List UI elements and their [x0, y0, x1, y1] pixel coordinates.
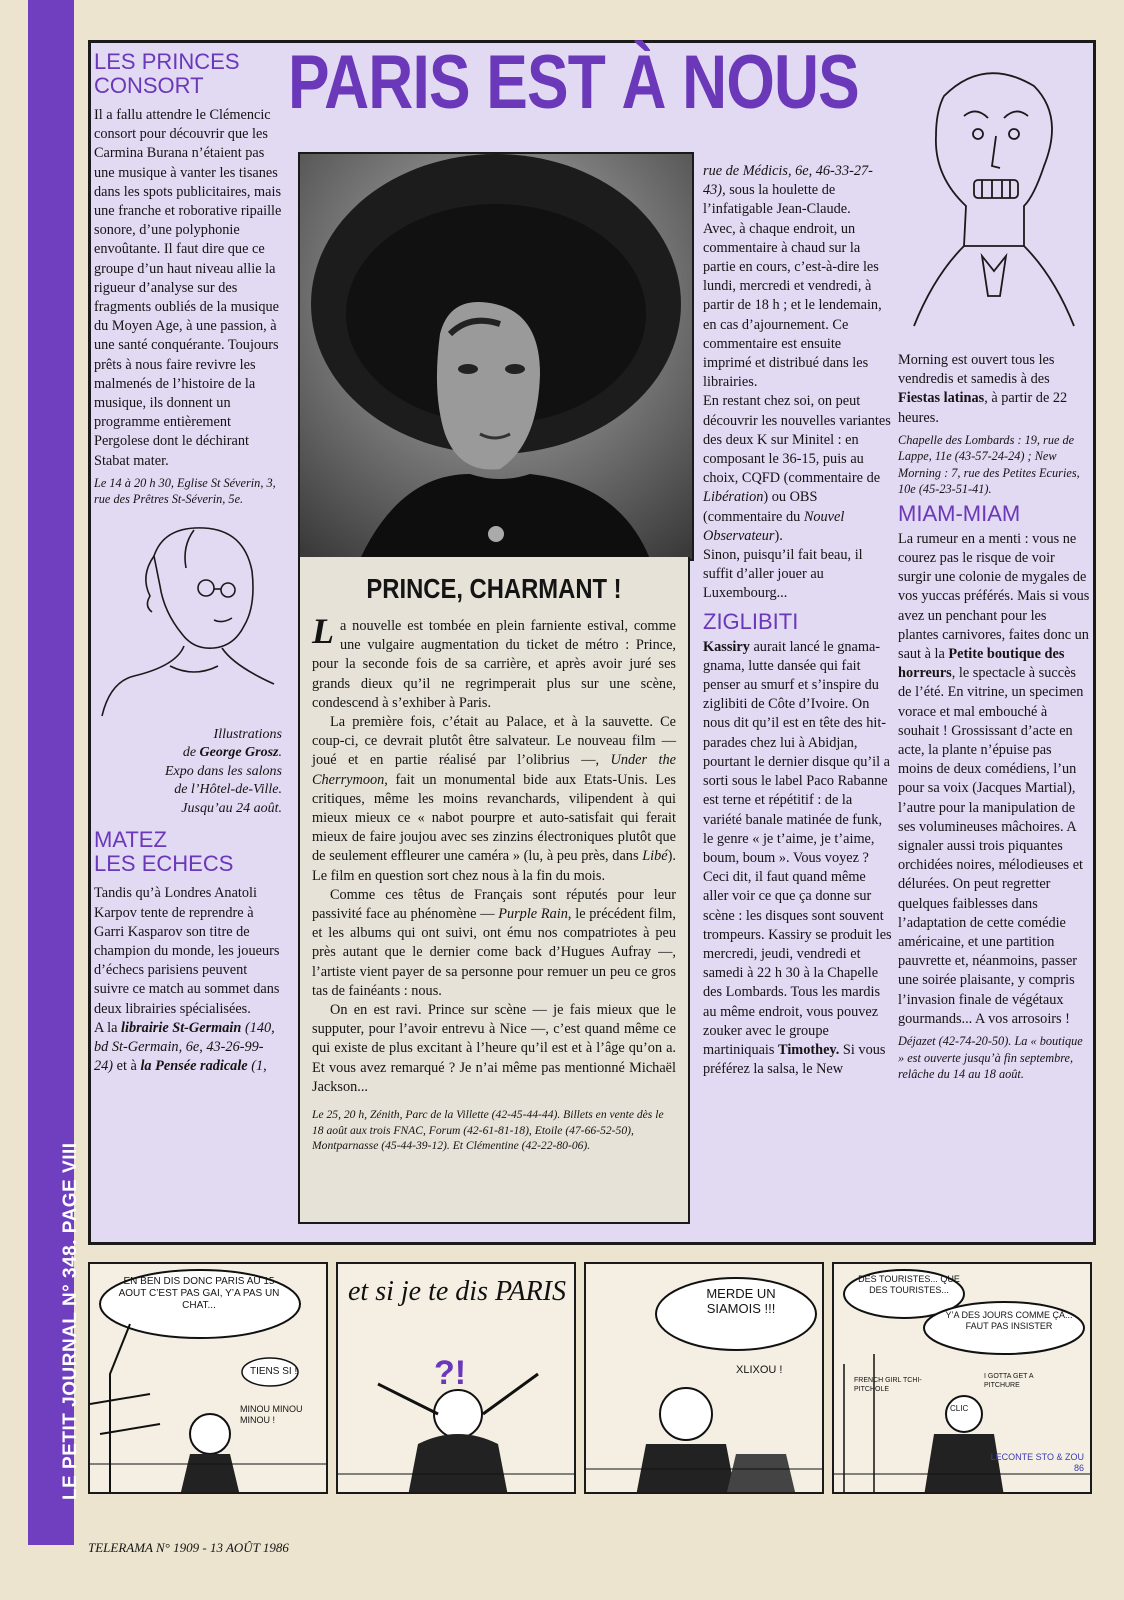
text-run: Comme ces têtus de Français sont réputés pour leur passivité face au phénomène — — [312, 886, 676, 923]
text-run: aurait lancé le gnama-gnama, lutte dansée qui fait penser au smurf et s’inspire du ziglibiti de Côte d’Ivoire. On nous dit qu’il est en tête des hit-parades chez lui à Abidjan, pourtant le dernier disque qu’il a sorti sous le label Paco Rabanne est terne et répétitif : de la variété banale matinée de funk, le genre « je t’aime, je t’aime, boum, boum ». Vous voyez ? Ceci dit, il faut quand même aller voir ce que ça donne sur scène : les disques sont souvent trompeurs. Kassiry se produit les mercredi, jeudi, vendredi et samedi à 22 h 30 à la Chapelle des Lombards. Tous les mardis au même endroit, vous pouvez zouker avec le groupe martiniquais — [703, 638, 892, 1058]
bookshop-info: (140, bd St-Germain, 6e, 43-26-99-24) — [94, 1019, 275, 1075]
echecs-continued — [703, 162, 893, 220]
speech-bubble: CLIC — [950, 1404, 969, 1413]
portrait-photo-icon — [300, 154, 692, 559]
text-run: En restant chez soi, on peut découvrir les nouvelles variantes des deux K sur Minitel : en composant le 36-15, puis au choix, CQFD (commentaire de — [703, 393, 891, 487]
section-title-echecs — [94, 828, 282, 876]
comic-lettering: et si je te dis PARIS — [348, 1276, 566, 1307]
speech-bubble: MERDE UN SIAMOIS !!! — [706, 1286, 776, 1316]
caption-line: Expo dans les salons — [164, 763, 282, 779]
section-title-line: LES ECHECS — [94, 851, 234, 877]
speech-bubble: I GOTTA GET A PITCHURE — [984, 1373, 1034, 1389]
section-title-line: MATEZ — [94, 827, 167, 853]
illustration-caption — [94, 726, 282, 819]
artist-name: Kassiry — [703, 638, 750, 655]
comic-panel-3 — [584, 1262, 824, 1494]
speech-bubble: FRENCH GIRL TCHI-PITCHOLE — [854, 1377, 922, 1393]
section-title-ziglibiti: ZIGLIBITI — [703, 608, 799, 634]
newspaper-title: Libération — [703, 489, 764, 506]
speech-bubble: DES TOURISTES... QUE DES TOURISTES... — [858, 1274, 960, 1295]
text-run: , sous la houlette de l’infatigable Jean-Claude. — [703, 182, 851, 218]
artist-name: George Grosz — [199, 745, 279, 761]
section-title-line: LES PRINCES — [94, 49, 240, 74]
section-title-miam-miam: MIAM-MIAM — [898, 500, 1021, 526]
comic-strip — [88, 1262, 1096, 1500]
prince-paragraph: On en est ravi. Prince sur scène — je fais mieux que le supputer, pour l’avoir entrevu à Nice —, c’est quand même ce qui existe de plus excitant à l’heure qu’il est et à l’âge qu’on a. Et vous avez remarqué ? Je n’ai même pas mentionné Michaël Jackson... — [312, 1002, 676, 1095]
ziglibiti-text — [703, 638, 893, 1080]
side-running-title: LE PETIT JOURNAL N° 348. PAGE VIII — [60, 1142, 81, 1500]
text-run: , le spectacle à succès de l’été. En vitrine, un specimen vorace et mal embouché à souhait ! Grossissant d’acte en acte, la plante n’épuise pas moins de deux comédiens, l’un pour sa voix (Jacques Martial), l’autre pour la manipulation de ses volumineuses mâchoires. A signaler aussi trois piquantes orchidées noires, mélodieuses et délurées. On peut regretter quelques faiblesses dans l’adaptation de cette comédie américaine, et une partition pauvrette et, néanmoins, passer une soirée plaisante, y compris l’invasion finale de végétaux gourmands... A vos arrosoirs ! — [898, 665, 1084, 1027]
text-run: , fait un monumental bide aux Etats-Unis. Les critiques, même les moins revanchards, vilipendent à qui mieux mieux ce « nabot pourpre et auto-satisfait qui ferait mieux de faire joujou avec ses zinzins électroniques plutôt que de seulement effleurer une caméra » (lu, à peu près, dans — [312, 771, 676, 865]
comic-panel-2 — [336, 1262, 576, 1494]
fiestas-info: Chapelle des Lombards : 19, rue de Lappe, 11e (43-57-24-24) ; New Morning : 7, rue des Petites Ecuries, 10e (45-23-51-41). — [898, 432, 1080, 497]
text-run: ). — [774, 527, 783, 544]
film-title: Purple Rain — [498, 906, 568, 923]
event-name: Fiestas latinas — [898, 390, 985, 407]
page-footer: TELERAMA N° 1909 - 13 AOÛT 1986 — [88, 1540, 289, 1555]
section-title-princes-consort — [94, 50, 282, 98]
speech-bubble: Y’A DES JOURS COMME ÇA... FAUT PAS INSISTER — [945, 1310, 1073, 1331]
echecs-continued: Sinon, puisqu’il fait beau, il suffit d’aller jouer au Luxembourg... — [703, 547, 863, 602]
text-run: ) ou OBS (commentaire du — [703, 489, 818, 525]
grosz-illustration — [94, 516, 282, 726]
speech-bubble: EN BEN DIS DONC PARIS AU 15 AOUT C’EST PAS GAI, Y’A PAS UN CHAT... — [118, 1276, 280, 1311]
text-run: La première fois, c’était au Palace, et à la sauvette. Ce coup-ci, ce devrait plutôt être salvateur. Le nouveau film — joué et en partie réalisé par l’olibrius —, — [312, 714, 676, 769]
prince-article-title: PRINCE, CHARMANT ! — [366, 573, 622, 604]
prince-paragraph — [312, 886, 676, 1001]
echecs-text-2 — [94, 1019, 282, 1077]
prince-photo — [298, 152, 694, 561]
comic-exclamation: ?! — [434, 1354, 467, 1392]
princes-consort-info: Le 14 à 20 h 30, Eglise St Séverin, 3, rue des Prêtres St-Séverin, 5e. — [94, 475, 276, 507]
group-name: Timothey. — [778, 1041, 840, 1058]
echecs-text: Tandis qu’à Londres Anatoli Karpov tente de reprendre à Garri Kasparov son titre de champion du monde, les joueurs d’échecs parisiens peuvent suivre ce match au sommet dans deux librairies spécialisées. — [94, 885, 280, 1017]
section-title-line: CONSORT — [94, 73, 204, 98]
column-3 — [703, 162, 893, 1079]
column-1 — [94, 50, 282, 1076]
text-run: , à partir de 22 heures. — [898, 390, 1068, 426]
prince-paragraph — [312, 611, 676, 713]
text-run: Si vous préférez la salsa, le New — [703, 1041, 886, 1078]
text-run: Morning est ouvert tous les vendredis et samedis à des — [898, 352, 1055, 388]
page-headline: PARIS EST À NOUS — [288, 40, 859, 125]
film-title: Under the Cherrymoon — [312, 752, 676, 788]
text-run: , le précédent film, et les albums qui ont suivi, ont ému nos compatriotes à peu près autant que le dernier come back d’Hugues Aufray —, l’artiste vient payer de sa personne pour remuer un peu ce gros tas de fainéants : nous. — [312, 906, 676, 999]
bookshop-name: la Pensée radicale — [140, 1058, 248, 1075]
bookshop-name: librairie St-Germain — [121, 1019, 242, 1036]
comic-panel-1 — [88, 1262, 328, 1494]
newspaper-title: Libé — [642, 848, 668, 865]
caption-line: Illustrations — [213, 726, 282, 742]
newspaper-title: Nouvel Observateur — [703, 508, 845, 544]
prince-paragraph — [312, 713, 676, 886]
speech-bubble: TIENS SI ! — [250, 1366, 298, 1377]
column-4 — [898, 351, 1090, 1083]
drop-cap: L — [312, 611, 334, 651]
grosz-man-illustration — [904, 56, 1088, 346]
speech-bubble: XLIXOU ! — [736, 1364, 783, 1376]
show-name: Petite boutique des horreurs — [898, 646, 1065, 682]
fiestas-text — [898, 351, 1090, 428]
man-sketch-icon — [904, 56, 1088, 346]
miam-miam-text — [898, 530, 1090, 1029]
address-info: rue de Médicis, 6e, 46-33-27-43) — [703, 163, 873, 199]
bookshop-info: (1, — [247, 1058, 267, 1075]
miam-miam-info: Déjazet (42-74-20-50). La « boutique » est ouverte jusqu’à fin septembre, relâche du 14 au 18 août. — [898, 1034, 1083, 1082]
echecs-continued — [703, 392, 893, 546]
artist-signature: LECONTE STO & ZOU 86 — [990, 1452, 1084, 1473]
text-run: A la — [94, 1019, 122, 1036]
caption-line: . — [278, 745, 282, 761]
prince-concert-info: Le 25, 20 h, Zénith, Parc de la Villette (42-45-44-44). Billets en vente dès le 18 août aux trois FNAC, Forum (42-61-81-18), Etoile (47-66-52-50), Montparnasse (45-44-39-12). Et Clémentine (42-22-80-06). — [312, 1108, 664, 1153]
caption-line: Jusqu’au 24 août. — [181, 800, 282, 816]
woman-sketch-icon — [94, 516, 282, 726]
prince-article — [298, 557, 690, 1224]
caption-line: de — [182, 745, 200, 761]
text-run: ). Le film en question sort chez nous à la fin du mois. — [312, 848, 676, 884]
princes-consort-text: Il a fallu attendre le Clémencic consort pour découvrir que les Carmina Burana n’étaient pas une musique à vanter les tisanes dans les spots publicitaires, mais une franche et roborative ripaille sonore, d’une polyphonie envoûtante. Il faut dire que ce groupe d’un haut niveau allie la rigueur d’analyse sur des fragments oubliés de la musique du Moyen Age, à une passion, à une santé conquérante. Toujours prêts à nous faire revivre les malmenés de l’histoire de la musique, ils donnent un programme entièrement Pergolese dont le déchirant Stabat mater. — [94, 107, 282, 469]
text-run: La rumeur en a menti : vous ne courez pas le risque de voir surgir une colonie de mygales de vos yuccas préférés. Mais si vous avez un penchant pour les plantes carnivores, faites donc un saut à la — [898, 530, 1090, 663]
echecs-continued: Avec, à chaque endroit, un commentaire à chaud sur la partie en cours, c’est-à-dire les lundi, mercredi et vendredi, à partir de 18 h ; et le lendemain, en cas d’ajournement. Ce commentaire est ensuite imprimé et distribué dans les librairies. — [703, 220, 882, 391]
text-run: et à — [113, 1058, 141, 1075]
caption-line: de l’Hôtel-de-Ville. — [174, 782, 282, 798]
text-run: a nouvelle est tombée en plein farniente estival, comme une vulgaire augmentation du ticket de métro : Prince, pour la seconde fois de sa carrière, et après avoir juré ses grands dieux qu’il ne regrimperait plus sur une scène, condescend à s’exhiber à Paris. — [312, 618, 676, 711]
comic-panel-4 — [832, 1262, 1092, 1494]
speech-bubble: MINOU MINOU MINOU ! — [240, 1404, 303, 1425]
